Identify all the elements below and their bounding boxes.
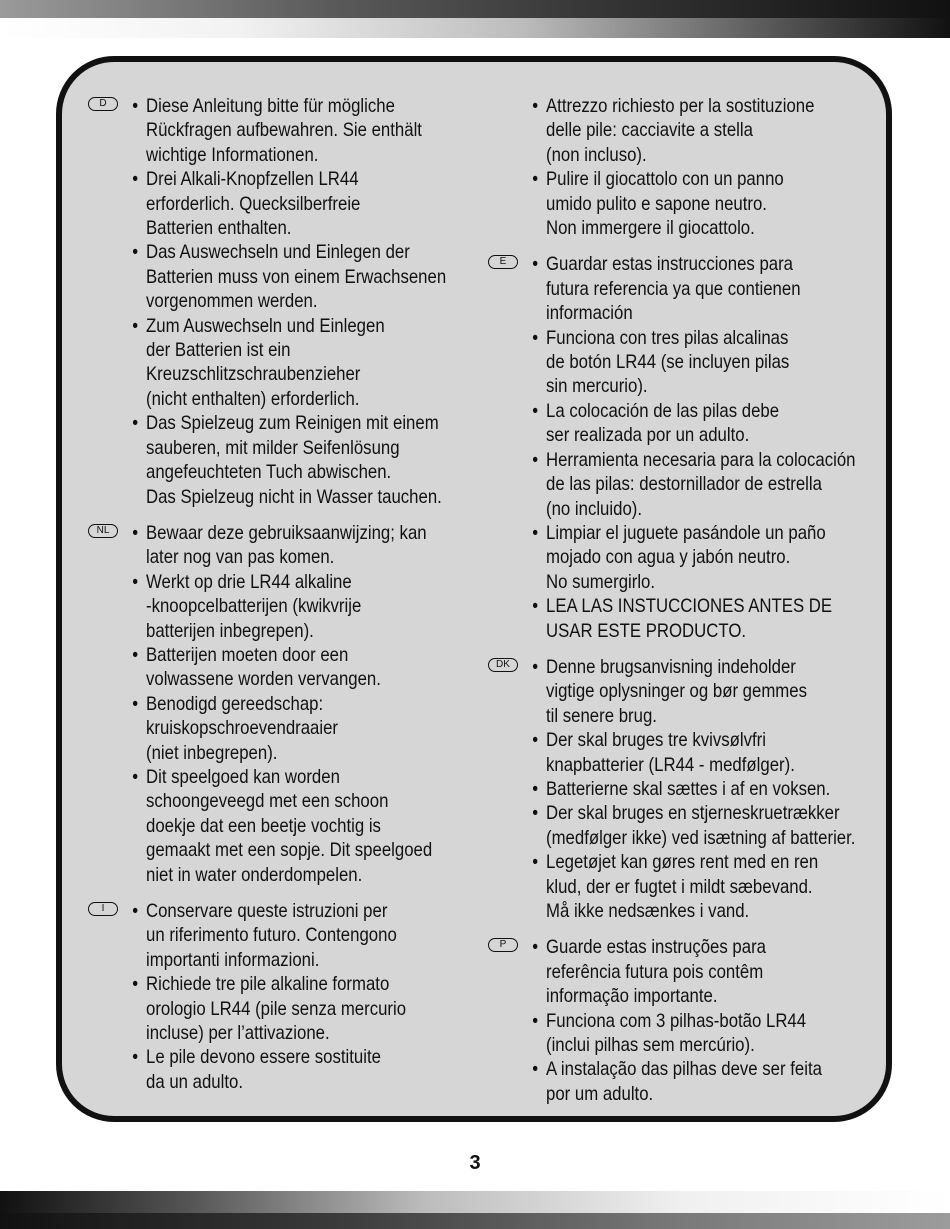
language-section	[488, 655, 874, 923]
instruction-line: doekje dat een beetje vochtig is	[146, 814, 381, 837]
instruction-line: Drei Alkali-Knopfzellen LR44	[146, 168, 359, 191]
instruction-line: Kreuzschlitzschraubenzieher	[146, 363, 361, 386]
instruction-line: de botón LR44 (se incluyen pilas	[546, 351, 790, 374]
instruction-line: batterijen inbegrepen).	[146, 619, 314, 642]
instruction-line: Herramienta necesaria para la colocación	[546, 448, 856, 471]
instruction-item	[146, 899, 467, 972]
instruction-line: Funciona com 3 pilhas-botão LR44	[546, 1009, 807, 1032]
instruction-list	[88, 94, 468, 509]
instruction-line: un riferimento futuro. Contengono	[146, 924, 397, 947]
instruction-item	[546, 94, 873, 167]
instruction-list	[488, 935, 874, 1106]
instruction-line: later nog van pas komen.	[146, 546, 335, 569]
instruction-line: información	[546, 302, 633, 325]
instruction-line: gemaakt met een sopje. Dit speelgoed	[146, 839, 433, 862]
instruction-item	[546, 448, 873, 521]
instruction-line: Dit speelgoed kan worden	[146, 765, 340, 788]
instruction-item	[546, 801, 873, 850]
instruction-line: Werkt op drie LR44 alkaline	[146, 570, 352, 593]
instruction-line: sauberen, mit milder Seifenlösung	[146, 436, 400, 459]
language-section	[488, 252, 874, 643]
instruction-line: kruiskopschroevendraaier	[146, 717, 339, 740]
instruction-item	[546, 850, 873, 923]
instruction-item	[146, 411, 467, 509]
instruction-item	[546, 167, 873, 240]
instruction-line: Non immergere il giocattolo.	[546, 217, 755, 240]
instruction-line: Das Spielzeug nicht in Wasser tauchen.	[146, 485, 442, 508]
instruction-item	[146, 570, 467, 643]
instruction-line: der Batterien ist ein	[146, 339, 291, 362]
language-code-badge: DK	[488, 658, 518, 672]
instruction-item	[146, 765, 467, 887]
instruction-item	[546, 935, 873, 1008]
instruction-line: schoongeveegd met een schoon	[146, 790, 389, 813]
bottom-gradient-bar	[0, 1213, 950, 1229]
language-section	[488, 94, 874, 240]
instruction-line: ser realizada por un adulto.	[546, 424, 750, 447]
instruction-line: Denne brugsanvisning indeholder	[546, 655, 796, 678]
instruction-line: informação importante.	[546, 985, 718, 1008]
instruction-item	[546, 399, 873, 448]
instruction-item	[146, 94, 467, 167]
instruction-item	[146, 167, 467, 240]
instruction-line: erforderlich. Quecksilberfreie	[146, 192, 361, 215]
instruction-line: umido pulito e sapone neutro.	[546, 192, 767, 215]
instruction-list	[488, 94, 874, 240]
instruction-item	[146, 1045, 467, 1094]
instruction-line: Das Spielzeug zum Reinigen mit einem	[146, 412, 439, 435]
instruction-item	[146, 314, 467, 412]
instruction-line: Guardar estas instrucciones para	[546, 253, 794, 276]
instruction-item	[546, 252, 873, 325]
instruction-line: wichtige Informationen.	[146, 143, 319, 166]
instruction-line: Guarde estas instruções para	[546, 936, 766, 959]
instruction-line: Der skal bruges tre kvivsølvfri	[546, 729, 766, 752]
instruction-line: Rückfragen aufbewahren. Sie enthält	[146, 119, 422, 142]
instruction-line: Benodigd gereedschap:	[146, 692, 324, 715]
language-section	[88, 94, 468, 509]
instruction-list	[88, 521, 468, 887]
language-section	[88, 899, 468, 1094]
instruction-line: La colocación de las pilas debe	[546, 399, 780, 422]
instruction-line: sin mercurio).	[546, 375, 648, 398]
instruction-item	[146, 692, 467, 765]
language-section	[488, 935, 874, 1106]
instruction-line: Pulire il giocattolo con un panno	[546, 168, 784, 191]
left-column	[88, 94, 468, 1106]
language-code-badge: E	[488, 255, 518, 269]
instructions-panel	[56, 56, 892, 1122]
instruction-line: Attrezzo richiesto per la sostituzione	[546, 95, 815, 117]
instruction-line: USAR ESTE PRODUCTO.	[546, 619, 747, 642]
instruction-item	[546, 655, 873, 728]
instruction-line: volwassene worden vervangen.	[146, 668, 381, 691]
instruction-line: Batterierne skal sættes i af en voksen.	[546, 777, 831, 800]
instruction-line: angefeuchteten Tuch abwischen.	[146, 461, 392, 484]
instruction-line: -knoopcelbatterijen (kwikvrije	[146, 595, 362, 618]
instruction-line: knapbatterier (LR44 - medfølger).	[546, 753, 795, 776]
instruction-line: futura referencia ya que contienen	[546, 277, 801, 300]
instruction-line: Batterien muss von einem Erwachsenen	[146, 265, 447, 288]
top-gradient-band	[0, 18, 950, 38]
instruction-line: Richiede tre pile alkaline formato	[146, 973, 390, 996]
instruction-line: Limpiar el juguete pasándole un paño	[546, 521, 826, 544]
instruction-line: delle pile: cacciavite a stella	[546, 119, 753, 142]
language-code-badge: NL	[88, 524, 118, 538]
instruction-line: Funciona con tres pilas alcalinas	[546, 326, 789, 349]
instruction-line: orologio LR44 (pile senza mercurio	[146, 997, 407, 1020]
language-code-badge: D	[88, 97, 118, 111]
instruction-line: referência futura pois contêm	[546, 960, 764, 983]
instruction-line: No sumergirlo.	[546, 570, 656, 593]
instruction-line: Må ikke nedsænkes i vand.	[546, 900, 750, 922]
instruction-line: (niet inbegrepen).	[146, 741, 278, 764]
instruction-line: Legetøjet kan gøres rent med en ren	[546, 851, 819, 874]
instruction-line: importanti informazioni.	[146, 948, 320, 971]
instruction-line: niet in water onderdompelen.	[146, 863, 363, 886]
instruction-line: (inclui pilhas sem mercúrio).	[546, 1034, 755, 1057]
instruction-item	[546, 521, 873, 594]
instruction-item	[546, 728, 873, 777]
instruction-line: Der skal bruges en stjerneskruetrækker	[546, 802, 840, 825]
instruction-line: vigtige oplysninger og bør gemmes	[546, 680, 807, 703]
instruction-line: Zum Auswechseln und Einlegen	[146, 314, 385, 337]
instruction-line: mojado con agua y jabón neutro.	[546, 546, 791, 569]
instruction-line: klud, der er fugtet i mildt sæbevand.	[546, 875, 813, 898]
page-number: 3	[469, 1152, 481, 1174]
instruction-list	[88, 899, 468, 1094]
top-gradient-bar	[0, 0, 950, 18]
instruction-line: Batterien enthalten.	[146, 217, 292, 240]
instruction-line: (no incluido).	[546, 497, 643, 520]
instruction-item	[546, 326, 873, 399]
language-section	[88, 521, 468, 887]
bottom-gradient-band	[0, 1191, 950, 1213]
instruction-item	[146, 643, 467, 692]
instruction-line: de las pilas: destornillador de estrella	[546, 473, 822, 496]
instruction-line: Bewaar deze gebruiksaanwijzing; kan	[146, 521, 427, 544]
instruction-list	[488, 655, 874, 923]
instruction-item	[546, 1057, 873, 1106]
instruction-line: A instalação das pilhas deve ser feita	[546, 1058, 822, 1081]
language-code-badge: P	[488, 938, 518, 952]
instruction-line: por um adulto.	[546, 1082, 654, 1105]
instruction-line: (medfølger ikke) ved isætning af batterier.	[546, 826, 856, 849]
instruction-line: Batterijen moeten door een	[146, 643, 349, 666]
instruction-line: Conservare queste istruzioni per	[146, 900, 388, 922]
instruction-line: Das Auswechseln und Einlegen der	[146, 241, 410, 264]
instruction-line: LEA LAS INSTUCCIONES ANTES DE	[546, 595, 833, 618]
instruction-item	[146, 240, 467, 313]
right-column	[488, 94, 874, 1118]
instruction-line: (nicht enthalten) erforderlich.	[146, 387, 360, 410]
instruction-list	[488, 252, 874, 643]
instruction-item	[546, 594, 873, 643]
instruction-item	[146, 972, 467, 1045]
instruction-line: incluse) per l’attivazione.	[146, 1022, 330, 1045]
instruction-item	[546, 777, 873, 801]
instruction-line: da un adulto.	[146, 1070, 243, 1093]
language-code-badge: I	[88, 902, 118, 916]
instruction-line: Diese Anleitung bitte für mögliche	[146, 95, 395, 117]
instruction-line: (non incluso).	[546, 143, 647, 166]
instruction-line: Le pile devono essere sostituite	[146, 1046, 381, 1069]
instruction-item	[546, 1009, 873, 1058]
instruction-line: til senere brug.	[546, 704, 657, 727]
instruction-item	[146, 521, 467, 570]
instruction-line: vorgenommen werden.	[146, 290, 318, 313]
